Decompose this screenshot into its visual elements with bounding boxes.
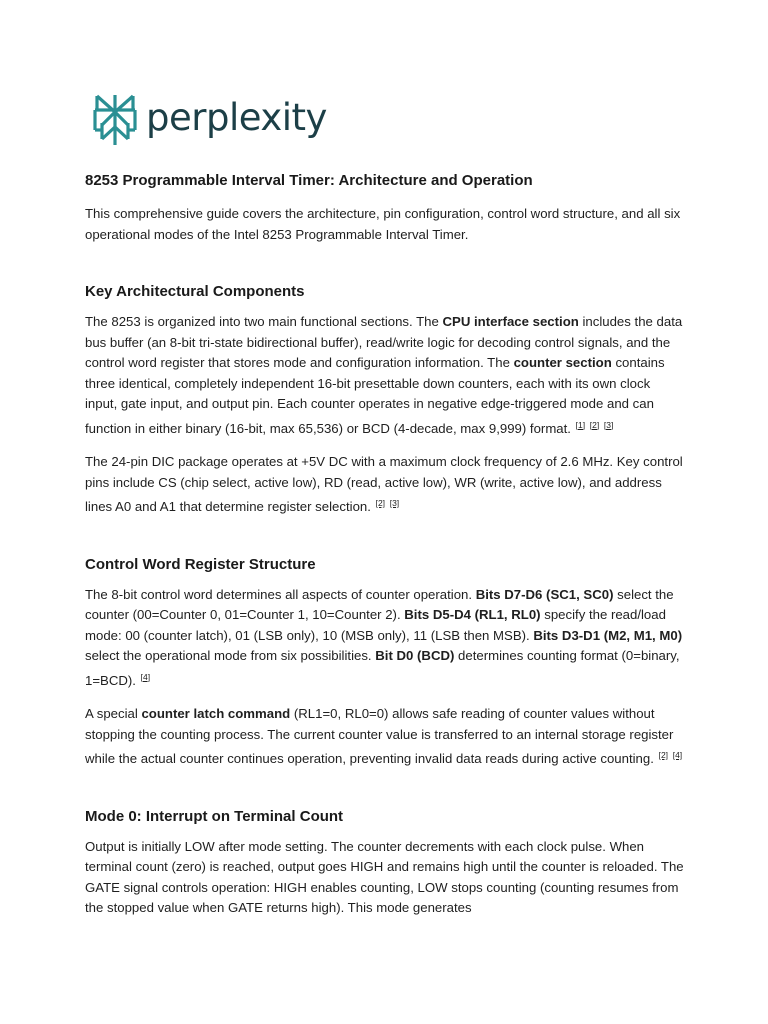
bold-term: Bits D5-D4 (RL1, RL0): [404, 607, 541, 622]
architecture-paragraph-2: [85, 452, 685, 518]
text-run: select the counter (00=Counter 0, 01=Counter 1, 10=Counter 2).: [85, 586, 674, 622]
text-run: specify the read/load mode: 00 (counter latch), 01 (LSB only), 10 (MSB only), 11 (LSB then MSB).: [85, 607, 666, 643]
text-run: (RL1=0, RL0=0) allows safe reading of counter values without stopping the counting process. The current counter value is transferred to an internal storage register while the actual counter continues operation, preventing invalid data reads during active counting.: [85, 706, 674, 766]
citation-link[interactable]: [3]: [603, 419, 614, 430]
intro-paragraph: This comprehensive guide covers the architecture, pin configuration, control word structure, and all six operational modes of the Intel 8253 Programmable Interval Timer.: [85, 206, 681, 242]
section-heading-control-word: Control Word Register Structure: [85, 555, 316, 573]
citation-link[interactable]: [4]: [140, 671, 151, 682]
text-run: The 8253 is organized into two main functional sections. The: [85, 314, 443, 329]
text-run: A special: [85, 706, 142, 721]
control-word-paragraph-1: [85, 585, 685, 692]
document-title: 8253 Programmable Interval Timer: Architecture and Operation: [85, 172, 533, 189]
section-heading-mode-0: Mode 0: Interrupt on Terminal Count: [85, 807, 344, 825]
brand-wordmark: perplexity: [146, 95, 327, 139]
bold-term: Bits D3-D1 (M2, M1, M0): [533, 627, 683, 643]
text-run: The 24-pin DIC package operates at +5V DC with a maximum clock frequency of 2.6 MHz. Key control pins include CS (chip select, active low), RD (read, active low), WR (write, active low), and address lines A0 and A1 that determine register selection.: [85, 454, 683, 514]
control-word-paragraph-2: [85, 704, 685, 770]
text-run: contains three identical, completely independent 16-bit presettable down counters, each with its own clock input, gate input, and output pin. Each counter operates in negative edge-triggered mode and can function in either binary (16-bit, max 65,536) or BCD (4-decade, max 9,999) format.: [85, 355, 665, 436]
bold-term: CPU interface section: [442, 314, 579, 329]
architecture-paragraph-1: [85, 312, 685, 439]
text-run: determines counting format (0=binary, 1=BCD).: [85, 648, 680, 688]
citation-link[interactable]: [4]: [672, 750, 683, 760]
text-run: includes the data bus buffer (an 8-bit tri-state bidirectional buffer), read/write logic for decoding control signals, and the control word register that stores mode and configuration information. The: [85, 314, 683, 370]
citation-link[interactable]: [1]: [575, 419, 586, 430]
text-run: select the operational mode from six possibilities.: [85, 648, 376, 663]
citation-link[interactable]: [2]: [658, 750, 669, 760]
section-heading-architecture: Key Architectural Components: [85, 283, 305, 300]
citation-link[interactable]: [3]: [389, 498, 400, 508]
perplexity-logo-icon: [93, 93, 137, 147]
brand-logo: [93, 93, 327, 147]
bold-term: counter section: [513, 355, 612, 370]
text-run: The 8-bit control word determines all aspects of counter operation.: [85, 586, 476, 602]
bold-term: Bit D0 (BCD): [375, 648, 455, 663]
document-content: [85, 170, 685, 919]
citation-link[interactable]: [2]: [375, 498, 386, 508]
bold-term: Bits D7-D6 (SC1, SC0): [475, 586, 614, 602]
bold-term: counter latch command: [141, 706, 291, 721]
citation-link[interactable]: [2]: [589, 419, 600, 430]
mode-0-paragraph: Output is initially LOW after mode setting. The counter decrements with each clock pulse. When terminal count (zero) is reached, output goes HIGH and remains high until the counter is reloaded. The GATE signal controls operation: HIGH enables counting, LOW stops counting (counting resumes from the stopped value when GATE returns high). This mode generates: [85, 838, 684, 915]
